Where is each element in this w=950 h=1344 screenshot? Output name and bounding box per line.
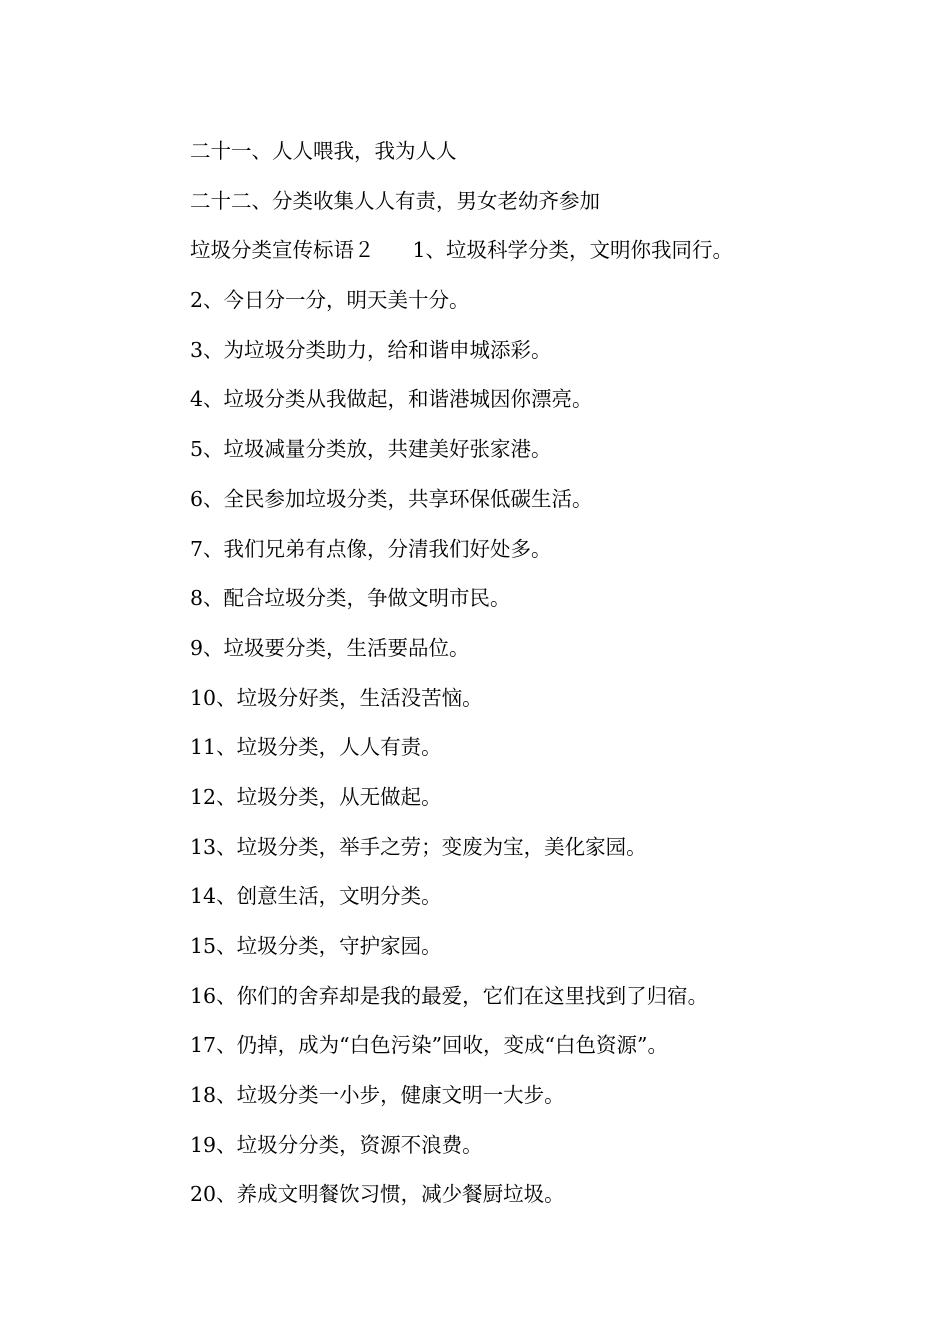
slogan-item: 15、垃圾分类，守护家园。	[190, 934, 442, 958]
slogan-item: 13、垃圾分类，举手之劳；变废为宝，美化家园。	[190, 834, 647, 859]
slogan-item: 20、养成文明餐饮习惯，减少餐厨垃圾。	[190, 1182, 565, 1207]
slogan-item: 14、创意生活，文明分类。	[190, 884, 442, 909]
slogan-item: 19、垃圾分分类，资源不浪费。	[190, 1132, 483, 1157]
slogan-list	[190, 133, 910, 1226]
slogan-item: 2、今日分一分，明天美十分。	[190, 288, 470, 313]
text-line: 二十一、人人喂我，我为人人	[190, 139, 457, 163]
text-line: 二十二、分类收集人人有责，男女老幼齐参加	[190, 188, 600, 213]
slogan-item: 1、垃圾科学分类，文明你我同行。	[412, 238, 734, 263]
slogan-item: 10、垃圾分好类，生活没苦恼。	[190, 685, 483, 710]
section-title: 垃圾分类宣传标语２	[190, 238, 375, 263]
slogan-item: 8、配合垃圾分类，争做文明市民。	[190, 586, 511, 611]
slogan-item: 9、垃圾要分类，生活要品位。	[190, 635, 470, 660]
slogan-item: 3、为垃圾分类助力，给和谐申城添彩。	[190, 337, 552, 362]
section-heading-line	[190, 232, 910, 282]
slogan-item: 11、垃圾分类，人人有责。	[190, 735, 442, 760]
slogan-item: 4、垃圾分类从我做起，和谐港城因你漂亮。	[190, 387, 593, 412]
slogan-item: 12、垃圾分类，从无做起。	[190, 784, 442, 809]
slogan-item: 7、我们兄弟有点像，分清我们好处多。	[190, 536, 552, 561]
slogan-item: 16、你们的舍弃却是我的最爱，它们在这里找到了归宿。	[190, 983, 709, 1008]
slogan-item: 18、垃圾分类一小步，健康文明一大步。	[190, 1083, 565, 1108]
slogan-item: 6、全民参加垃圾分类，共享环保低碳生活。	[190, 486, 593, 511]
slogan-item: 17、仍掉，成为“白色污染”回收，变成“白色资源”。	[190, 1033, 669, 1058]
slogan-item: 5、垃圾减量分类放，共建美好张家港。	[190, 437, 552, 462]
